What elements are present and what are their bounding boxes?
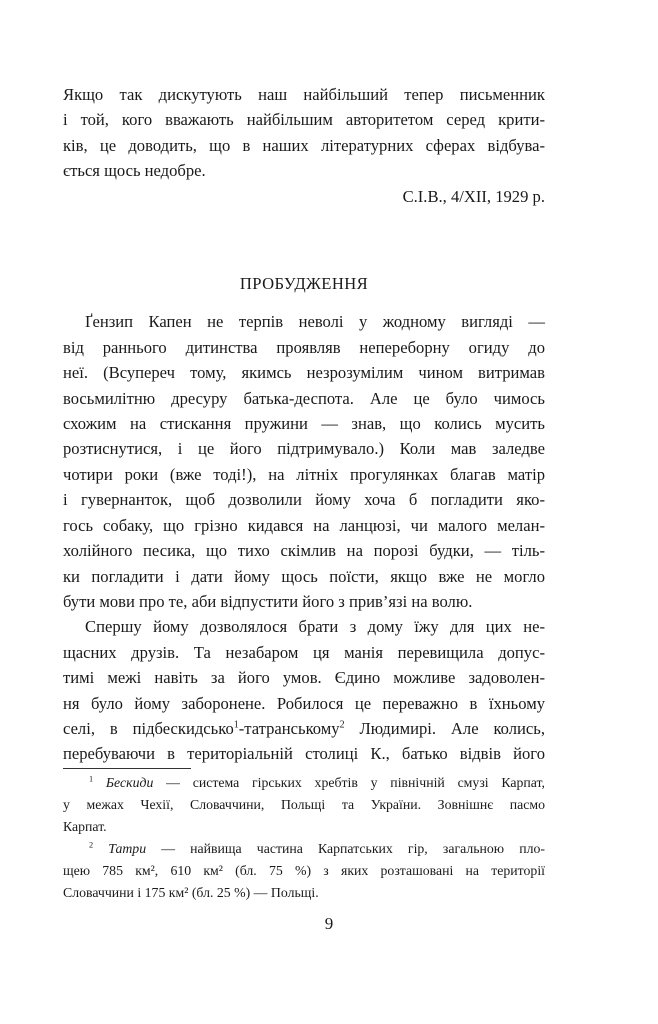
text-line: і гувернанток, щоб дозволили йому хоча б погладити яко- <box>63 490 545 510</box>
page-number: 9 <box>324 914 334 933</box>
text-line: бути мови про те, аби відпустити його з прив’язі на волю. <box>63 591 473 611</box>
text-line: схожим на стискання пружини — знав, що колись мусить <box>63 414 545 434</box>
footnote-number: 2 <box>89 840 94 850</box>
text-line: ня було йому заборонене. Робилося це переважно в їхньому <box>63 693 545 713</box>
text-line: тимі межі навіть за його умов. Єдино можливе задоволен- <box>63 668 545 688</box>
footnote-line: Словаччини і 175 км² (бл. 25 %) — Польщі. <box>63 885 319 900</box>
text-line: Якщо так дискутують наш найбільший тепер письменник <box>63 85 545 104</box>
footnote-term: Бескиди <box>105 775 154 790</box>
page-body <box>63 82 545 767</box>
text-line: щасних друзів. Та незабаром ця манія перевищила допус- <box>63 642 545 662</box>
text-line: ків, це доводить, що в наших літературних сферах відбува- <box>63 135 545 155</box>
text-line: холійного песика, що тихо скімлив на порозі будки, — тіль- <box>63 541 545 561</box>
text-line-with-footnote-refs <box>63 716 545 741</box>
footnote-line: у межах Чехії, Словаччини, Польщі та України. Зовнішнє пасмо <box>63 797 545 812</box>
text-line: гось собаку, що грізно кидався на ланцюзі, чи малого мелан- <box>63 515 545 535</box>
text-line: від раннього дитинства проявляв непереборну огиду до <box>63 337 545 357</box>
footnotes <box>63 772 545 904</box>
text-line: Ґензип Капен не терпів неволі у жодному вигляді — <box>85 312 545 332</box>
footnote-line <box>63 838 545 860</box>
text-line: ки погладити і дати йому щось поїсти, якщо вже не могло <box>63 566 545 586</box>
footnote-number: 1 <box>89 774 94 784</box>
footnote-1 <box>63 772 545 838</box>
text-line: чотири роки (вже тоді!), на літніх прогулянках благав матір <box>63 464 545 484</box>
footnote-divider <box>63 768 191 769</box>
section-title: ПРОБУДЖЕННЯ <box>239 274 369 294</box>
footnote-line <box>63 772 545 794</box>
footnote-ref-1: 1 <box>233 719 239 731</box>
text-line: розтиснутися, і це його підтримувало.) Коли мав заледве <box>63 439 545 459</box>
signature: С.І.В., 4/XII, 1929 р. <box>402 186 545 206</box>
paragraph-2 <box>63 614 545 766</box>
text-fragment: — система гірських хребтів у північній смузі Карпат, <box>153 775 545 790</box>
paragraph-1 <box>63 309 545 614</box>
footnote-line: щею 785 км², 610 км² (бл. 75 %) з яких розташовані на території <box>63 863 545 878</box>
text-line: перебуваючи в територіальній столиці К., батько відвів його <box>63 744 545 764</box>
text-line: Спершу йому дозволялося брати з дому їжу для цих не- <box>85 617 545 637</box>
text-fragment: Людимирі. Але колись, <box>344 718 545 738</box>
text-line: ється щось недобре. <box>63 161 206 181</box>
intro-paragraph <box>63 82 545 209</box>
text-line: восьмилітню дресуру батька-деспота. Але це було чимось <box>63 388 545 408</box>
text-line: і той, кого вважають найбільшим авторитетом серед крити- <box>63 110 545 130</box>
footnote-term: Татри <box>108 841 147 856</box>
footnote-2 <box>63 838 545 904</box>
text-fragment: — найвища частина Карпатських гір, загальною пло- <box>146 841 545 856</box>
text-fragment: селі, в підбескидсько <box>63 718 234 738</box>
footnote-line: Карпат. <box>63 819 107 834</box>
text-fragment: -татранському <box>238 718 340 738</box>
footnote-ref-2: 2 <box>339 719 345 731</box>
text-line: неї. (Всупереч тому, якимсь незрозумілим чином витримав <box>63 363 545 383</box>
